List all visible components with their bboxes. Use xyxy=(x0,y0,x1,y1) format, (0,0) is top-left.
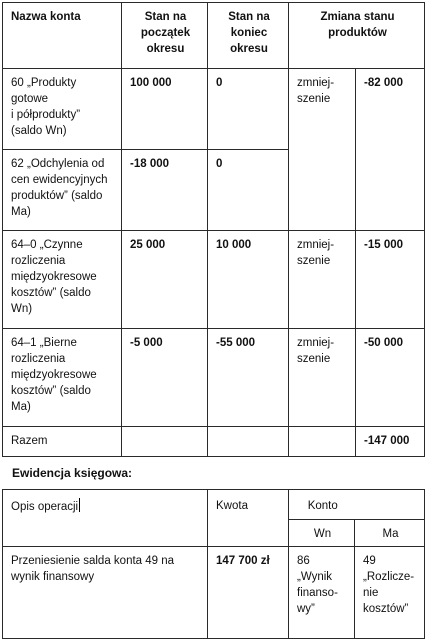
start-balance-cell: -18 000 xyxy=(122,150,208,231)
col-header-start-balance: Stan na początek okresu xyxy=(122,3,208,69)
start-balance-cell: 100 000 xyxy=(122,69,208,150)
total-row xyxy=(3,427,425,457)
accounting-entry-table xyxy=(2,489,425,639)
account-name-cell: 64–0 „Czynne rozliczenia międzyokresowe kosztów” (saldo Wn) xyxy=(3,231,122,329)
table-row xyxy=(3,231,425,329)
total-value: -147 000 xyxy=(356,427,425,457)
end-balance-cell: -55 000 xyxy=(208,329,289,427)
ma-account-cell: 49 „Rozlicze- nie kosztów” xyxy=(355,547,425,639)
account-name-cell: 64–1 „Bierne rozliczenia międzyokresowe kosztów” (saldo Ma) xyxy=(3,329,122,427)
account-name-cell: 62 „Odchylenia od cen ewidencyjnych produktów” (saldo Ma) xyxy=(3,150,122,231)
change-value-cell: -15 000 xyxy=(356,231,425,329)
col-header-ma: Ma xyxy=(355,520,425,547)
col-header-amount: Kwota xyxy=(208,490,289,547)
change-label-cell: zmniej- szenie xyxy=(289,329,356,427)
change-value-cell: -82 000 xyxy=(356,69,425,231)
operation-desc-cell: Przeniesienie salda konta 49 na wynik finansowy xyxy=(3,547,208,639)
text-caret xyxy=(79,498,80,512)
start-balance-cell: -5 000 xyxy=(122,329,208,427)
account-name-cell: 60 „Produkty gotowe i półprodukty” (saldo Wn) xyxy=(3,69,122,150)
end-balance-cell: 0 xyxy=(208,69,289,150)
change-label-cell: zmniej- szenie xyxy=(289,231,356,329)
amount-cell: 147 700 zł xyxy=(208,547,289,639)
col-header-operation-desc[interactable]: Opis operacji xyxy=(3,490,208,547)
col-header-account-name: Nazwa konta xyxy=(3,3,122,69)
col-header-end-balance: Stan na koniec okresu xyxy=(208,3,289,69)
table-row xyxy=(3,329,425,427)
wn-account-cell: 86 „Wynik finanso- wy” xyxy=(289,547,355,639)
table-header-row xyxy=(3,490,425,520)
start-balance-cell: 25 000 xyxy=(122,231,208,329)
inventory-change-table xyxy=(2,2,425,457)
total-label: Razem xyxy=(3,427,122,457)
table-header-row xyxy=(3,3,425,69)
change-value-cell: -50 000 xyxy=(356,329,425,427)
col-header-wn: Wn xyxy=(289,520,355,547)
col-header-change: Zmiana stanu produktów xyxy=(289,3,425,69)
end-balance-cell: 10 000 xyxy=(208,231,289,329)
table-row xyxy=(3,547,425,639)
table-row xyxy=(3,69,425,150)
change-label-cell: zmniej- szenie xyxy=(289,69,356,231)
evidence-title: Ewidencja księgowa: xyxy=(12,466,133,480)
col-header-account: Konto xyxy=(289,490,355,520)
end-balance-cell: 0 xyxy=(208,150,289,231)
